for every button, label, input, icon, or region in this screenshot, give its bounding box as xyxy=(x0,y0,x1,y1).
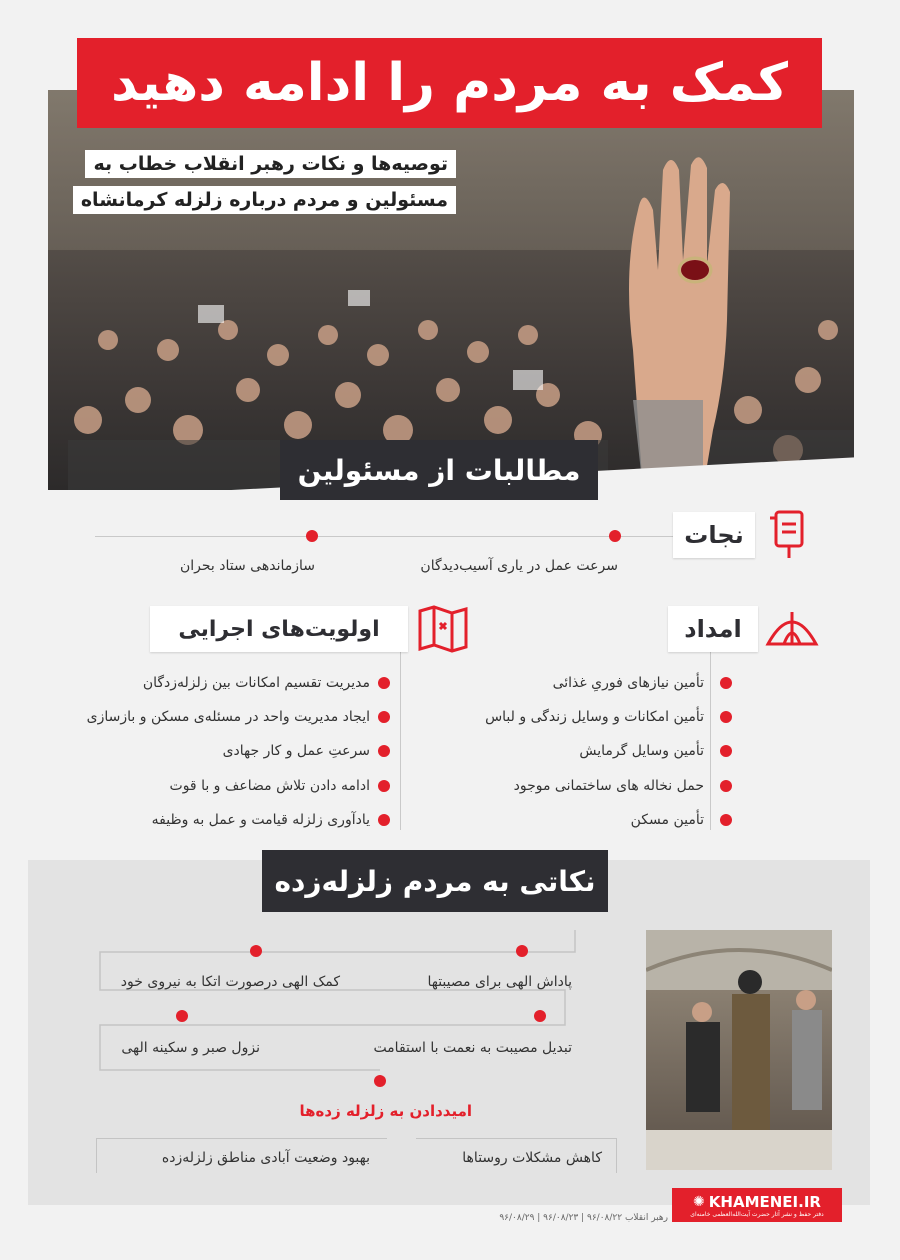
relief-dot-3 xyxy=(720,745,732,757)
hope-item-1: کاهش مشکلات روستاها xyxy=(462,1150,602,1166)
priorities-item-5: یادآوری زلزله قیامت و عمل به وظیفه xyxy=(151,812,370,828)
priorities-item-1: مدیریت تقسیم امکانات بین زلزله‌زدگان xyxy=(142,675,370,691)
rescue-line xyxy=(95,536,675,537)
priorities-item-2: ایجاد مدیریت واحد در مسئله‌ی مسکن و بازسازی xyxy=(86,709,370,725)
brand-subtitle: دفتر حفظ و نشر آثار حضرت آیت‌الله‌العظمی خامنه‌ای xyxy=(690,1210,824,1218)
people-item-2: کمک الهی درصورت اتکا به نیروی خود xyxy=(120,974,340,990)
priorities-dot-3 xyxy=(378,745,390,757)
relief-item-5: تأمین مسکن xyxy=(630,812,704,828)
hope-label: امیددادن به زلزله زده‌ها xyxy=(299,1102,472,1120)
people-item-3: تبدیل مصیبت به نعمت با استقامت xyxy=(373,1040,572,1056)
priorities-label: اولویت‌های اجرایی xyxy=(150,606,408,652)
people-dot-2 xyxy=(250,945,262,957)
leader-photo xyxy=(646,930,832,1170)
priorities-dot-1 xyxy=(378,677,390,689)
relief-item-3: تأمین وسایل گرمایش xyxy=(579,743,704,759)
people-connector xyxy=(90,930,590,1100)
relief-dot-5 xyxy=(720,814,732,826)
subtitle-line-1: توصیه‌ها و نکات رهبر انقلاب خطاب به xyxy=(85,150,456,178)
priorities-line xyxy=(400,640,401,830)
page-title: کمک به مردم را ادامه دهید xyxy=(110,53,789,113)
relief-item-1: تأمین نیازهای فوریِ غذائی xyxy=(552,675,704,691)
rescue-label: نجات xyxy=(673,512,755,558)
rescue-item-2: سازماندهی ستاد بحران xyxy=(179,558,315,574)
page-title-banner xyxy=(77,38,822,128)
relief-label: امداد xyxy=(668,606,758,652)
people-dot-4 xyxy=(176,1010,188,1022)
people-dot-5 xyxy=(374,1075,386,1087)
relief-line xyxy=(710,640,711,830)
brand-logo[interactable] xyxy=(672,1188,842,1222)
speech-dates: رهبر انقلاب ۹۶/۰۸/۲۲ | ۹۶/۰۸/۲۳ | ۹۶/۰۸/۲۹ xyxy=(499,1213,668,1223)
gear-logo-icon: ✺ xyxy=(693,1193,705,1210)
rescue-dot-2 xyxy=(306,530,318,542)
priorities-dot-5 xyxy=(378,814,390,826)
relief-dot-2 xyxy=(720,711,732,723)
map-icon xyxy=(416,603,470,653)
people-item-1: پاداش الهی برای مصیبتها xyxy=(427,974,572,990)
tent-icon xyxy=(764,604,820,650)
priorities-dot-4 xyxy=(378,780,390,792)
priorities-item-4: ادامه دادن تلاش مضاعف و با قوت xyxy=(169,778,370,794)
people-item-4: نزول صبر و سکینه الهی xyxy=(121,1040,260,1056)
rescue-item-1: سرعت عمل در یاری آسیب‌دیدگان xyxy=(420,558,618,574)
subtitle-line-2: مسئولین و مردم درباره زلزله کرمانشاه xyxy=(73,186,456,214)
people-dot-3 xyxy=(534,1010,546,1022)
priorities-item-3: سرعتِ عمل و کار جهادی xyxy=(222,743,370,759)
relief-dot-1 xyxy=(720,677,732,689)
officials-heading: مطالبات از مسئولین xyxy=(280,440,598,500)
iv-bag-icon xyxy=(766,508,812,560)
rescue-dot-1 xyxy=(609,530,621,542)
leader-photo-illustration xyxy=(646,930,832,1170)
raised-hand-illustration xyxy=(603,150,753,490)
brand-name: KHAMENEI.IR xyxy=(708,1192,821,1211)
relief-item-4: حمل نخاله های ساختمانی موجود xyxy=(513,778,704,794)
hope-item-2: بهبود وضعیت آبادی مناطق زلزله‌زده xyxy=(161,1150,370,1166)
people-dot-1 xyxy=(516,945,528,957)
relief-dot-4 xyxy=(720,780,732,792)
priorities-dot-2 xyxy=(378,711,390,723)
relief-item-2: تأمین امکانات و وسایل زندگی و لباس xyxy=(485,709,704,725)
people-heading: نکاتی به مردم زلزله‌زده xyxy=(262,850,608,912)
